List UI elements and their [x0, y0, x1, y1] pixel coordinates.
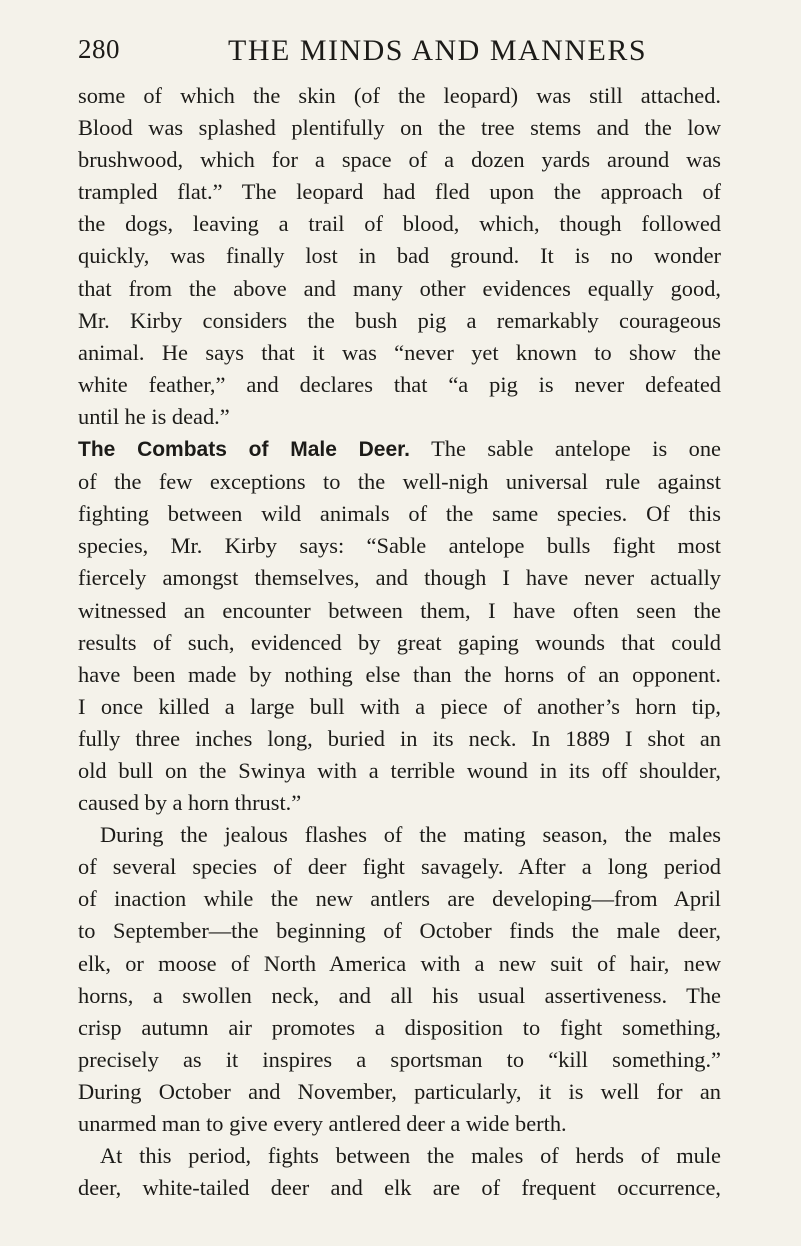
text-line: During the jealous flashes of the mating season, the males: [100, 822, 721, 848]
text-line: Mr. Kirby considers the bush pig a remarkably courageous: [78, 307, 721, 333]
text-line: that from the above and many other evidences equally good,: [78, 275, 721, 301]
text-line: witnessed an encounter between them, I have often seen the: [78, 597, 721, 623]
text-line: trampled flat.” The leopard had fled upon the approach of: [78, 179, 721, 205]
text-line: caused by a horn thrust.”: [78, 790, 302, 816]
text-line: animal. He says that it was “never yet known to show the: [78, 339, 721, 365]
text-line: fiercely amongst themselves, and though I have never actually: [78, 565, 721, 591]
section-first-line: The Combats of Male Deer. The sable antelope is one: [78, 436, 721, 462]
text-line: of the few exceptions to the well-nigh universal rule against: [78, 469, 721, 495]
text-line: quickly, was finally lost in bad ground. It is no wonder: [78, 243, 721, 269]
text-line: brushwood, which for a space of a dozen yards around was: [78, 147, 721, 173]
text-line: results of such, evidenced by great gaping wounds that could: [78, 629, 721, 655]
text-line: precisely as it inspires a sportsman to “kill something.”: [78, 1046, 721, 1072]
text-line: species, Mr. Kirby says: “Sable antelope bulls fight most: [78, 533, 721, 559]
text-line: until he is dead.”: [78, 403, 230, 429]
text-line: some of which the skin (of the leopard) was still attached.: [78, 83, 721, 108]
text-line: unarmed man to give every antlered deer a wide berth.: [78, 1111, 567, 1136]
text-line: I once killed a large bull with a piece of another’s horn tip,: [78, 693, 721, 719]
text-line: Blood was splashed plentifully on the tree stems and the low: [78, 115, 721, 141]
text-line: At this period, fights between the males of herds of mule: [100, 1143, 721, 1169]
text-line: During October and November, particularly, it is well for an: [78, 1078, 721, 1104]
text-line: white feather,” and declares that “a pig is never defeated: [78, 371, 721, 397]
text-line: the dogs, leaving a trail of blood, which, though followed: [78, 211, 721, 237]
text-line: fighting between wild animals of the same species. Of this: [78, 501, 721, 527]
text-line: crisp autumn air promotes a disposition to fight something,: [78, 1014, 721, 1040]
text-line: of several species of deer fight savagely. After a long period: [78, 854, 721, 880]
text-line: elk, or moose of North America with a new suit of hair, new: [78, 950, 721, 976]
running-head: [78, 34, 718, 74]
text-line: deer, white-tailed deer and elk are of frequent occurrence,: [78, 1175, 721, 1201]
section-heading: The Combats of Male Deer.: [78, 438, 410, 462]
text-line: horns, a swollen neck, and all his usual assertiveness. The: [78, 982, 721, 1008]
text-line: to September—the beginning of October finds the male deer,: [78, 918, 721, 944]
text-line: of inaction while the new antlers are developing—from April: [78, 886, 721, 912]
body-text: [78, 80, 721, 1204]
page-number: 280: [78, 34, 120, 64]
text-line: fully three inches long, buried in its neck. In 1889 I shot an: [78, 725, 721, 751]
running-title: THE MINDS AND MANNERS: [228, 34, 648, 67]
text-line: have been made by nothing else than the horns of an opponent.: [78, 661, 721, 687]
text-line: old bull on the Swinya with a terrible wound in its off shoulder,: [78, 757, 721, 783]
